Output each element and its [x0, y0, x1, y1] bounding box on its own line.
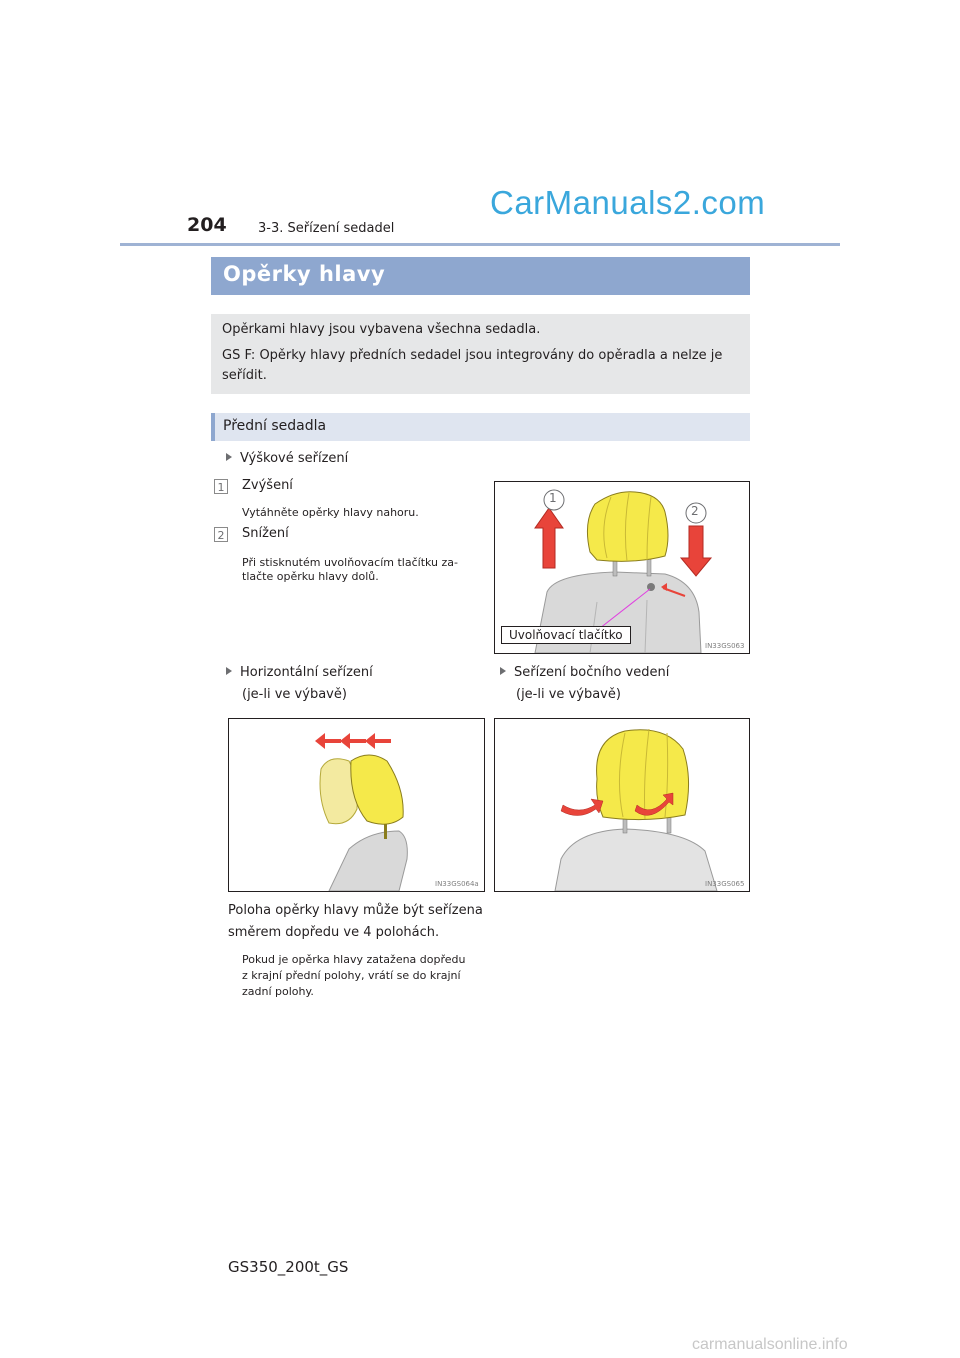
horizontal-note-line-2: z krajní přední polohy, vrátí se do krajní	[242, 969, 461, 982]
step-number-1: 1	[214, 479, 228, 494]
figure-side-adjust	[494, 718, 750, 892]
bullet-side-adjust	[500, 665, 669, 680]
triangle-bullet-icon	[226, 453, 232, 461]
step-2-text-line-1: Při stisknutém uvolňovacím tlačítku za-	[242, 556, 458, 569]
release-button-label: Uvolňovací tlačítko	[501, 626, 631, 644]
step-2-title: Snížení	[242, 526, 289, 541]
intro-line-1: Opěrkami hlavy jsou vybavena všechna sedadla.	[222, 322, 541, 337]
page-title-bar	[211, 257, 750, 295]
horizontal-note-line-1: Pokud je opěrka hlavy zatažena dopředu	[242, 953, 466, 966]
step-1-title: Zvýšení	[242, 478, 293, 493]
headrest-shape	[597, 730, 689, 820]
intro-line-2: GS F: Opěrky hlavy předních sedadel jsou integrovány do opěradla a nelze je seřídit.	[222, 348, 723, 383]
footer-model: GS350_200t_GS	[228, 1258, 349, 1276]
figure-side-illustration	[495, 719, 749, 891]
bullet-horizontal-label: Horizontální seřízení	[240, 665, 373, 680]
headrest-front-position	[351, 755, 403, 824]
bullet-horizontal-adjust	[226, 665, 373, 680]
triangle-bullet-icon	[500, 667, 506, 675]
step-number-2: 2	[214, 527, 228, 542]
figure-code-2: IN33GS064a	[435, 880, 479, 888]
figure-horizontal-illustration	[229, 719, 484, 891]
side-availability: (je-li ve výbavě)	[516, 687, 621, 702]
up-arrow-icon	[535, 508, 563, 568]
figure-height-adjust	[494, 481, 750, 654]
forward-arrow-icon-1	[315, 733, 341, 749]
step-2-text-line-2: tlačte opěrku hlavy dolů.	[242, 570, 379, 583]
forward-arrow-icon-2	[340, 733, 366, 749]
seat-back-shape	[329, 831, 407, 891]
seat-back-shape	[555, 829, 717, 891]
section-label: 3-3. Seřízení sedadel	[258, 221, 395, 236]
step-1-text: Vytáhněte opěrky hlavy nahoru.	[242, 506, 419, 519]
subsection-title: Přední sedadla	[223, 418, 327, 434]
figure-code-3: IN33GS065	[705, 880, 745, 888]
watermark-link[interactable]: CarManuals2.com	[490, 184, 766, 221]
triangle-bullet-icon	[226, 667, 232, 675]
horizontal-body-line-1: Poloha opěrky hlavy může být seřízena	[228, 903, 483, 918]
bullet-height-label: Výškové seřízení	[240, 451, 349, 466]
down-arrow-icon	[681, 526, 711, 576]
page-title: Opěrky hlavy	[223, 262, 386, 286]
bullet-height-adjust	[226, 451, 348, 466]
horizontal-availability: (je-li ve výbavě)	[242, 687, 347, 702]
headrest-post-right	[667, 817, 671, 833]
forward-arrow-icon-3	[365, 733, 391, 749]
page-number: 204	[187, 214, 227, 236]
horizontal-note-line-3: zadní polohy.	[242, 985, 314, 998]
header-divider	[120, 243, 840, 246]
bottom-watermark[interactable]: carmanualsonline.info	[692, 1336, 848, 1353]
callout-1-label: 1	[549, 491, 557, 505]
intro-box	[211, 314, 750, 394]
callout-2-label: 2	[691, 504, 699, 518]
bullet-side-label: Seřízení bočního vedení	[514, 665, 670, 680]
figure-horizontal-adjust	[228, 718, 485, 892]
figure-code-1: IN33GS063	[705, 642, 745, 650]
subsection-header	[211, 413, 750, 441]
side-rotate-arrow-left	[561, 799, 603, 816]
horizontal-body-line-2: směrem dopředu ve 4 polohách.	[228, 925, 440, 940]
